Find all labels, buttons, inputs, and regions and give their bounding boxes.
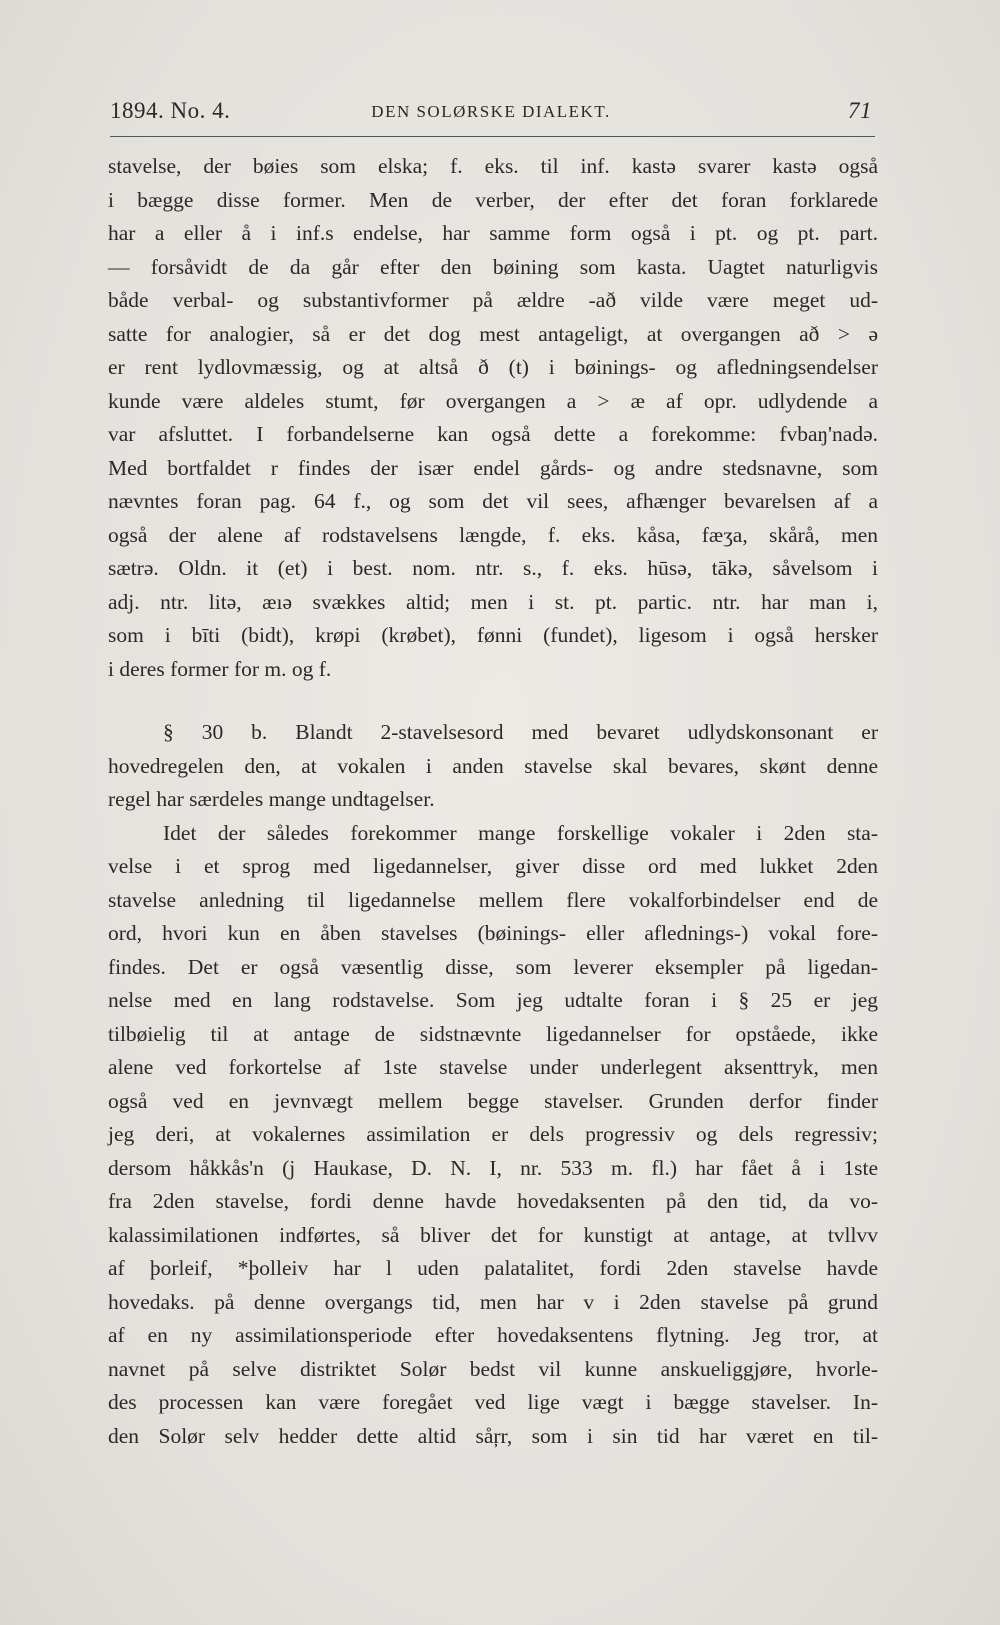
text-line: navnet på selve distriktet Solør bedst vil kunne anskueliggjøre, hvorle- [108,1356,878,1381]
text-line: dersom håkkås'n (j Haukase, D. N. I, nr. 533 m. fl.) har fået å i 1ste [108,1155,878,1180]
text-line: kunde være aldeles stumt, før overgangen a > æ af opr. udlydende a [108,388,878,413]
text-line: velse i et sprog med ligedannelser, giver disse ord med lukket 2den [108,854,878,878]
text-line: jeg deri, at vokalernes assimilation er dels progressiv og dels regressiv; [108,1122,878,1146]
text-line: des processen kan være foregået ved lige vægt i bægge stavelser. In- [108,1390,878,1414]
text-line: i bægge disse former. Men de verber, der efter det foran forklarede [108,187,878,212]
text-line: nævntes foran pag. 64 f., og som det vil sees, afhænger bevarelsen af a [108,489,878,513]
text-line: hovedaks. på denne overgangs tid, men har v i 2den stavelse på grund [108,1289,878,1314]
text-line: ord, hvori kun en åben stavelses (bøinings- eller aflednings-) vokal fore- [108,921,878,945]
text-line: har a eller å i inf.s endelse, har samme form også i pt. og pt. part. [108,221,878,245]
text-line: alene ved forkortelse af 1ste stavelse under underlegent aksenttryk, men [108,1055,878,1079]
text-line: stavelse, der bøies som elska; f. eks. til inf. kastə svarer kastə også [108,154,878,178]
text-line: den Solør selv hedder dette altid såŗr, som i sin tid har været en til- [108,1423,878,1448]
text-line: også ved en jevnvægt mellem begge stavelser. Grunden derfor finder [108,1088,878,1113]
text-line: — forsåvidt de da går efter den bøining som kasta. Uagtet naturligvis [108,254,878,279]
text-line: som i bīti (bidt), krøpi (krøbet), fønni (fundet), ligesom i også hersker [108,623,878,647]
text-line: også der alene af rodstavelsens længde, f. eks. kåsa, fæʒa, skårå, men [108,522,878,547]
text-line: er rent lydlovmæssig, og at altså ð (t) i bøinings- og afledningsendelser [108,355,878,379]
text-line: satte for analogier, så er det dog mest antageligt, at overgangen að > ə [108,321,878,346]
text-line: fra 2den stavelse, fordi denne havde hovedaksenten på den tid, da vo- [108,1189,878,1213]
text-line: af en ny assimilationsperiode efter hovedaksentens flytning. Jeg tror, at [108,1323,878,1347]
text-line: adj. ntr. litə, æıə svækkes altid; men i st. pt. partic. ntr. har man i, [108,589,878,614]
text-line: var afsluttet. I forbandelserne kan også dette a forekomme: fvbaŋ'nadə. [108,422,878,446]
text-line: både verbal- og substantivformer på ældre -að vilde være meget ud- [108,288,878,312]
text-line: Idet der således forekommer mange forskellige vokaler i 2den sta- [163,820,878,845]
text-line: hovedregelen den, at vokalen i anden stavelse skal bevares, skønt denne [108,753,878,778]
body-text [108,150,878,1453]
text-line: nelse med en lang rodstavelse. Som jeg udtalte foran i § 25 er jeg [108,988,878,1012]
text-line: stavelse anledning til ligedannelse mellem flere vokalforbindelser end de [108,887,878,912]
page-number: 71 [848,98,872,123]
text-line: sætrə. Oldn. it (et) i best. nom. ntr. s., f. eks. hūsə, tākə, såvelsom i [108,556,878,580]
paragraph-gap [108,686,878,716]
text-line: Med bortfaldet r findes der især endel gårds- og andre stedsnavne, som [108,455,878,480]
text-line: § 30 b. Blandt 2-stavelsesord med bevaret udlydskonsonant er [163,720,878,744]
paragraph-continued [108,150,878,686]
paragraph-section-30b [108,716,878,817]
text-line: tilbøielig til at antage de sidstnævnte ligedannelser for opståede, ikke [108,1021,878,1046]
text-line: i deres former for m. og f. [108,656,332,681]
issue-label: 1894. No. 4. [110,98,231,123]
text-line: findes. Det er også væsentlig disse, som leverer eksempler på ligedan- [108,954,878,979]
text-line: af þorleif, *þolleiv har l uden palatalitet, fordi 2den stavelse havde [108,1256,878,1280]
running-title: DEN SOLØRSKE DIALEKT. [371,102,611,121]
running-header [110,98,872,130]
paragraph-ligedannelse [108,817,878,1454]
text-line: regel har særdeles mange undtagelser. [108,787,435,811]
text-line: kalassimilationen indførtes, så bliver det for kunstigt at antage, at tvllvv [108,1222,878,1247]
header-rule [110,136,875,137]
